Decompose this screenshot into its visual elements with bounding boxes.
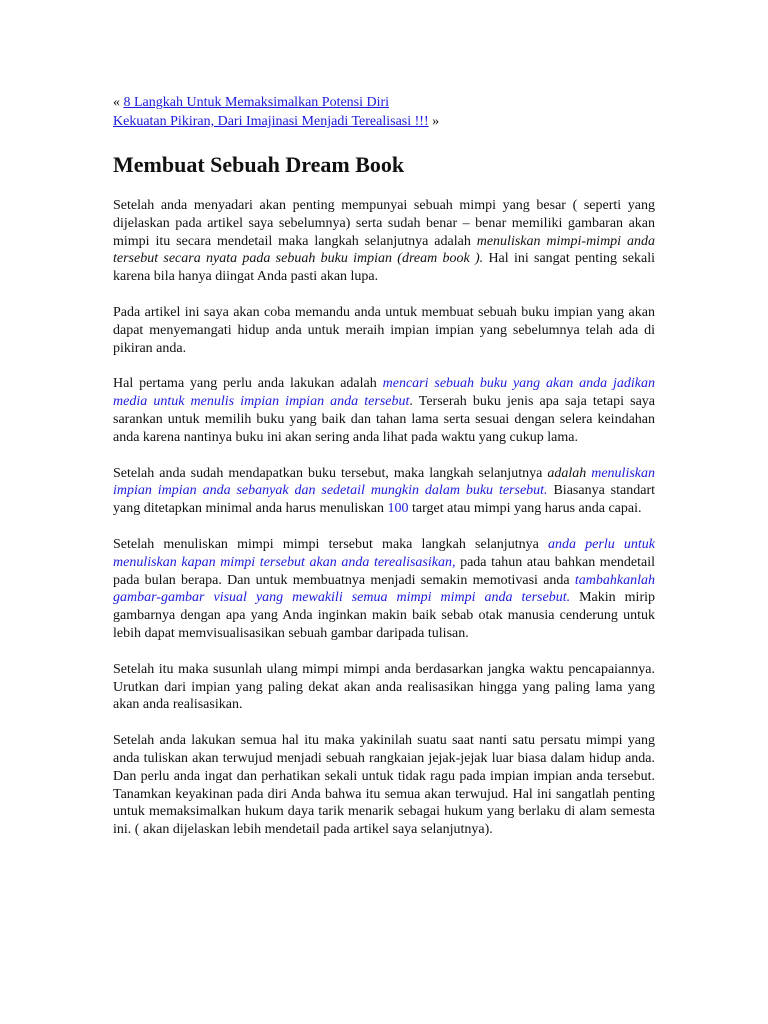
paragraph-1-text-b: Hal ini sangat penting sekali karena bila hanya diingat Anda pasti akan lupa.: [113, 251, 655, 285]
paragraph-3-highlight: mencari sebuah buku yang akan anda jadikan media untuk menulis impian impian anda tersebut: [113, 376, 655, 410]
paragraph-5: [113, 536, 655, 643]
prev-post-line: [113, 93, 655, 112]
next-post-line: [113, 112, 655, 131]
paragraph-4-highlight: menuliskan impian impian anda sebanyak dan sedetail mungkin dalam buku tersebut.: [113, 465, 655, 499]
prev-marker: «: [113, 95, 124, 110]
article-page: [113, 93, 655, 857]
paragraph-4-text-a: Setelah anda sudah mendapatkan buku tersebut, maka langkah selanjutnya: [113, 465, 548, 481]
paragraph-6: Setelah itu maka susunlah ulang mimpi mimpi anda berdasarkan jangka waktu pencapaiannya. Urutkan dari impian yang paling dekat akan anda realisasikan hingga yang paling lama yang akan anda realisasikan.: [113, 661, 655, 713]
post-navigation: [113, 93, 655, 131]
paragraph-4: [113, 465, 655, 518]
next-post-link[interactable]: Kekuatan Pikiran, Dari Imajinasi Menjadi Terealisasi !!!: [113, 114, 429, 129]
paragraph-4-text-b: Biasanya standart yang ditetapkan minimal anda harus menuliskan: [113, 483, 655, 517]
paragraph-4-number: 100: [387, 501, 409, 517]
paragraph-5-text-b: pada tahun atau bahkan mendetail pada bulan berapa. Dan untuk membuatnya menjadi semakin memotivasi anda: [113, 554, 656, 588]
paragraph-5-text-c: Makin mirip gambarnya dengan apa yang Anda inginkan makin baik sebab otak manusia cenderung untuk lebih dapat memvisualisasikan sebuah gambar daripada tulisan.: [113, 590, 655, 641]
paragraph-3: [113, 375, 655, 446]
paragraph-3-text-a: Hal pertama yang perlu anda lakukan adalah: [113, 376, 383, 392]
article-title: Membuat Sebuah Dream Book: [113, 152, 405, 177]
paragraph-4-emphasis: adalah: [547, 465, 592, 481]
paragraph-5-highlight-2: tambahkanlah gambar-gambar visual yang mewakili semua mimpi mimpi anda tersebut.: [113, 572, 655, 606]
paragraph-1-text-a: Setelah anda menyadari akan penting mempunyai sebuah mimpi yang besar ( seperti yang dijelaskan pada artikel saya sebelumnya) serta sudah benar – benar memiliki gambaran akan mimpi itu secara mendetail maka langkah selanjutnya adalah: [113, 198, 655, 249]
next-marker: »: [428, 114, 440, 129]
paragraph-7: Setelah anda lakukan semua hal itu maka yakinilah suatu saat nanti satu persatu mimpi yang anda tuliskan akan terwujud menjadi sebuah rangkaian jejak-jejak luar biasa dalam hidup anda. Dan perlu anda ingat dan perhatikan sekali untuk tidak ragu pada impian impian anda tersebut. Tanamkan keyakinan pada diri Anda bahwa itu semua akan terwujud. Hal ini sangatlah penting untuk memaksimalkan hukum daya tarik menarik sebagai hukum yang berlaku di alam semesta ini. ( akan dijelaskan lebih mendetail pada artikel saya selanjutnya).: [113, 733, 655, 838]
paragraph-5-text-a: Setelah menuliskan mimpi mimpi tersebut maka langkah selanjutnya: [113, 536, 548, 552]
paragraph-4-text-c: target atau mimpi yang harus anda capai.: [408, 501, 642, 517]
paragraph-1-emphasis: menuliskan mimpi-mimpi anda tersebut secara nyata pada sebuah buku impian (dream book ).: [113, 233, 655, 267]
paragraph-5-highlight-1: anda perlu untuk menuliskan kapan mimpi tersebut akan anda terealisasikan,: [113, 536, 655, 570]
paragraph-3-text-b: . Terserah buku jenis apa saja tetapi saya sarankan untuk memilih buku yang baik dan tahan lama serta sesuai dengan selera keindahan anda karena nantinya buku ini akan sering anda lihat pada waktu yang cukup lama.: [113, 394, 655, 445]
paragraph-2: Pada artikel ini saya akan coba memandu anda untuk membuat sebuah buku impian yang akan dapat menyemangati hidup anda untuk meraih impian impian yang sebelumnya telah ada di pikiran anda.: [113, 304, 655, 356]
paragraph-1: [113, 197, 655, 286]
prev-post-link[interactable]: 8 Langkah Untuk Memaksimalkan Potensi Diri: [123, 95, 390, 110]
